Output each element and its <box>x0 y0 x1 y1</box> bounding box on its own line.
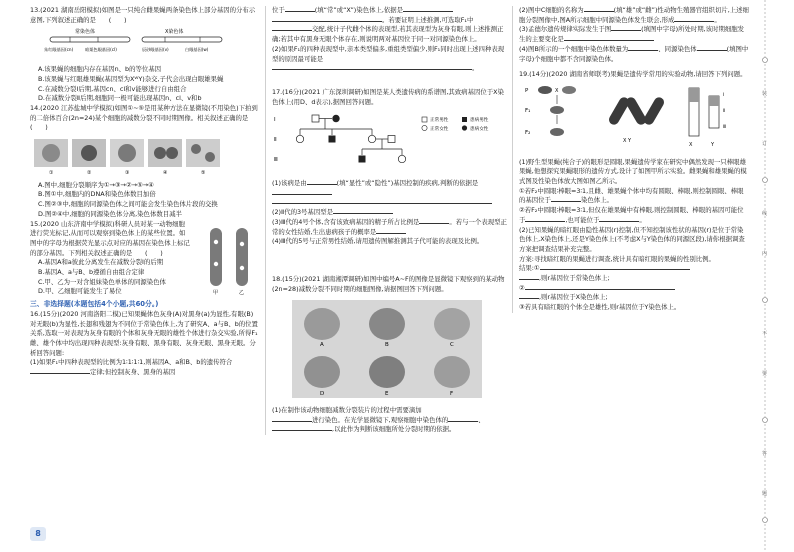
q18-text: 、 <box>478 415 485 424</box>
cut-char: 答 <box>762 451 768 457</box>
q18-text: 进行染色。在光学显微镜下,观察细胞中染色体的 <box>312 415 449 424</box>
answer-blank[interactable] <box>376 233 406 234</box>
cell-label: B <box>385 342 389 349</box>
q15-option-b: B.基因A、a与B、b遵循自由组合定律 <box>38 268 145 277</box>
answer-blank[interactable] <box>272 69 472 70</box>
answer-blank[interactable] <box>674 21 714 22</box>
q17-text: (填“显性”或“隐性”)基因控制的疾病,判断的依据是 <box>336 179 479 188</box>
legend-label: 患病女性 <box>470 127 489 133</box>
q19-result-3: ③若具有暗红眼的个体全是雄性,则r基因位于Y染色体上。 <box>519 303 681 312</box>
q18-text: 。 <box>714 15 721 24</box>
cut-char: 订 <box>762 141 768 147</box>
q16-text: 位于 <box>272 6 285 14</box>
q16-part2 <box>272 45 509 64</box>
q18-stem: 18.(15分)(2021 湖南湘潭调研)如图中编号A~F的图像是显微镜下观察到的某动物(2n=28)减数分裂不同时期的细胞图像,请据图回答下列问题。 <box>272 274 505 293</box>
q19-result-2b <box>519 293 749 303</box>
q18-part1-cont <box>272 425 509 435</box>
q14-option-d: D.图②④中,细胞的同源染色体分离,染色体数目减半 <box>38 209 182 218</box>
fig-label: P <box>525 87 529 94</box>
q14-option-c: C.图②③中,细胞的同源染色体之间可能会发生染色体片段的交换 <box>38 200 218 209</box>
q18-micrograph-figure <box>272 296 502 400</box>
q19-part1-a <box>519 187 749 206</box>
answer-blank[interactable] <box>519 298 539 299</box>
answer-blank[interactable] <box>272 30 312 31</box>
fig-label: Y <box>711 141 715 148</box>
gene-label: 朱红眼基因(cn) <box>44 47 74 53</box>
q18-text: (填“雄”或“雌”)性动物生殖器官组织切片,上述细胞分裂图像中,图A所示细胞中同源染色体发生联会,形成 <box>519 6 749 24</box>
q17-part2 <box>272 208 509 218</box>
q16-text: (1)如果F₁中四种表现型的比例为1∶1∶1∶1,则基因A、a和B、b的遗传符合 <box>30 358 233 367</box>
q18-part1-cont <box>272 416 509 426</box>
answer-blank[interactable] <box>599 221 639 222</box>
cell-label: D <box>320 391 325 398</box>
fig-label: F₁ <box>525 107 531 114</box>
gene-label: 暗栗色眼基因(cl) <box>85 47 117 53</box>
answer-blank[interactable] <box>697 50 727 51</box>
micrograph-label: ⑤ <box>201 170 206 176</box>
fig-label: F₂ <box>525 129 531 136</box>
q16-text: 交配,统计子代 <box>312 25 353 34</box>
cut-char: 题 <box>762 491 768 497</box>
binding-cut-line <box>760 0 770 552</box>
q18-text: (1)在制作该动物细胞减数分裂装片的过程中需要滴加 <box>272 406 422 415</box>
q19-part1: (1)野生型果蝇(纯合子)的眼形是圆眼,果蝇遗传学家在研究中偶然发现一只棒眼雄果蝇,他想探究果蝇眼形的遗传方式,设计了如图甲所示实验。雌果蝇和雄果蝇的模式图及性染色体放大图如图乙所示。 <box>519 157 747 186</box>
fig-label: X <box>689 141 693 148</box>
fig-label: X <box>555 87 559 94</box>
fig-label: X Y <box>623 137 632 144</box>
answer-blank[interactable] <box>448 421 478 422</box>
q17-text: (2)Ⅱ代的3号基因型是 <box>272 208 333 217</box>
answer-blank[interactable] <box>333 213 393 214</box>
q16-text: 雌个体的表现型,若其表现型为灰身有眼,则上述推测正确;若其中有黑身无眼个体存在,则说明两对基因位于同一对同源染色体上。 <box>272 25 504 44</box>
gen-label: Ⅲ <box>274 157 278 164</box>
q17-part1 <box>272 179 509 198</box>
answer-blank[interactable] <box>272 203 492 204</box>
q18-text: (2)图中C细胞的名称为 <box>519 6 584 14</box>
q19-text: 结果:① <box>519 264 540 273</box>
q13-option-d: D.在减数分裂Ⅱ后期,细胞同一极可能出现基因n、cl、v和b <box>38 94 202 103</box>
fig-label: 乙 <box>239 289 245 296</box>
q15-option-d: D.甲、乙细胞可能发生了易位 <box>38 287 122 296</box>
q16-cont <box>272 25 509 44</box>
q16-cont <box>272 6 509 16</box>
cut-char: 内 <box>762 251 768 257</box>
fig-label: X染色体 <box>165 29 184 36</box>
cell-label: F <box>450 391 454 398</box>
q19-text: 染色体上。 <box>580 196 613 205</box>
q15-option-c: C.甲、乙为一对含姐妹染色单体的同源染色体 <box>38 277 166 286</box>
q18-text: (3)孟德尔遗传规律实际发生于图 <box>519 25 612 34</box>
q16-text: 定律;但控制灰身、黑身的基因 <box>90 368 176 377</box>
q16-part1-cont <box>30 368 258 378</box>
q17-stem: 17.(16分)(2021 广东深圳调研)如图是某人类遗传病的系谱图,其致病基因位于X染色体上(用D、d表示),据图回答问题。 <box>272 87 504 106</box>
q19-text: ②若F₂中圆眼∶棒眼=3∶1,但仅在雄果蝇中有棒眼,则控制圆眼、棒眼的基因可能位于 <box>519 206 744 224</box>
q19-part1-b <box>519 206 749 225</box>
page-number: 8 <box>30 527 46 541</box>
answer-blank[interactable] <box>564 40 654 41</box>
q19-text: 。 <box>639 215 646 224</box>
answer-blank[interactable] <box>285 11 315 12</box>
micrograph-label: ① <box>49 170 54 176</box>
cut-char: 装 <box>762 91 768 97</box>
q18-part3 <box>519 25 749 44</box>
q19-text: ,则r基因位于X染色体上; <box>539 293 608 302</box>
q18-part1 <box>272 406 509 416</box>
q17-pedigree-figure <box>272 109 502 173</box>
q18-part4 <box>519 45 749 64</box>
q17-text: 。若与一个表现型正常的女性结婚,生出患病孩子的概率是 <box>272 217 507 236</box>
q13-option-c: C.在减数分裂Ⅰ后期,基因cn、cl和v能够进行自由组合 <box>38 84 187 93</box>
q19-figure <box>519 82 745 152</box>
answer-blank[interactable] <box>419 223 449 224</box>
answer-blank[interactable] <box>540 269 690 270</box>
q13-stem: 13.(2021 湖南岳阳模拟)如图是一只纯合雌果蝇两条染色体上部分基因的分布示意图,下列叙述正确的是 ( ) <box>30 6 256 24</box>
micrograph-label: ② <box>87 170 92 176</box>
q18-text: ,以此作为判断该细胞所处分裂时期的依据。 <box>332 425 456 434</box>
q18-part2 <box>519 6 749 25</box>
q18-text: 、同源染色体 <box>658 44 697 53</box>
answer-blank[interactable] <box>519 279 539 280</box>
legend-label: 患病男性 <box>470 118 489 124</box>
answer-blank[interactable] <box>307 184 337 185</box>
q16-part2-blank <box>272 64 509 74</box>
q16-text: 。 <box>472 64 479 73</box>
answer-blank[interactable] <box>611 30 641 31</box>
q14-option-b: B.图①中,细胞内的DNA和染色体数目加倍 <box>38 190 156 199</box>
fig-label: 甲 <box>213 289 219 296</box>
fly-karyotype <box>607 95 666 126</box>
q19-result-2 <box>519 284 749 294</box>
column-middle <box>265 6 509 435</box>
q19-result-1b <box>519 274 749 284</box>
gene-label: 辰砂眼基因(v) <box>142 47 169 53</box>
q13-option-b: B.该果蝇与红眼雄果蝇(基因型为XᵂY)杂交,子代会出现白眼雄果蝇 <box>38 74 224 83</box>
q16-text: 。若要证明上述推测,可选取F₁中 <box>382 15 474 24</box>
cut-char: 要 <box>762 371 768 377</box>
micrograph-label: ④ <box>163 170 168 176</box>
q19-text: ② <box>519 283 525 292</box>
q19-method: 方案:寻找暗红眼的果蝇进行调查,统计具有暗红眼的果蝇的性别比例。 <box>519 254 715 263</box>
answer-blank[interactable] <box>272 21 382 22</box>
q17-text: (3)Ⅲ代的4号个体,含有该致病基因的精子所占比例是 <box>272 217 420 226</box>
q15-stem: 15.(2020 山东济南中学模拟)科研人员对某一动物细胞进行荧光标记,从而可以观察到染色体上的某些位置。如图中的字母为根据荧光显示点对应的基因在染色体上标记的部分基因。下列相关叙述正确的是 ( ) <box>30 219 190 257</box>
answer-blank[interactable] <box>584 11 614 12</box>
cell-label: E <box>385 391 389 398</box>
q17-part4: (4)Ⅲ代的5号与正常男性结婚,请用遗传图解推测其子代可能的表现及比例。 <box>272 237 484 246</box>
answer-blank[interactable] <box>525 221 565 222</box>
legend-label: 正常男性 <box>430 118 449 124</box>
section-heading: 三、非选择题(本题包括4个小题,共60分。) <box>30 300 159 309</box>
q16-stem: 16.(15分)(2020 河南洛阳二模)已知果蝇体色灰身(A)对黑身(a)为显性,有眼(B)对无眼(b)为显性,长翅和残翅为不同位于常染色体上,为了研究A、a与B、b的位置关系,选取一对表现为灰身有眼的个体和灰身无眼的雄性个体进行杂交实验,所得F₁雌、雄个体中均出现四种表现型:灰身有眼、黑身有眼、灰身无眼、黑身无眼。分析回答问题: <box>30 309 258 357</box>
answer-blank[interactable] <box>525 289 675 290</box>
answer-blank[interactable] <box>272 194 332 195</box>
answer-blank[interactable] <box>403 11 453 12</box>
cell-label: A <box>320 342 324 349</box>
column-left <box>30 6 262 378</box>
fig-label: Ⅰ <box>723 92 725 98</box>
answer-blank[interactable] <box>628 50 658 51</box>
q17-part1-blank <box>272 198 509 208</box>
q19-text: ①若F₂中圆眼∶棒眼=3∶1,且雌、雄果蝇个体中均有圆眼、棒眼,则控制圆眼、棒眼的基因位于 <box>519 186 744 205</box>
q15-option-a: A.基因A和a彼此分离发生在减数分裂Ⅰ的后期 <box>38 258 164 267</box>
answer-blank[interactable] <box>272 421 312 422</box>
micrograph-label: ③ <box>125 170 130 176</box>
q17-text: (1)该病是由 <box>272 179 307 188</box>
q14-micrograph-figure <box>30 135 230 175</box>
q16-text: (2)如果F₁的四种表现型中,亲本类型偏多,重组类型偏少,则F₁同时出现上述四种表现型的原因最可能是 <box>272 44 505 63</box>
q19-part2: (2)已知果蝇的暗红眼由隐性基因(r)控制,但不知控制该性状的基因(r)是位于常染色体上,X染色体上,还是Y染色体上(不考虑X与Y染色体的同源区段),请你根据调查方案把调查结果补充完整。 <box>519 225 745 253</box>
fig-label: Ⅲ <box>723 124 727 130</box>
column-right <box>512 6 749 313</box>
fig-label: Ⅱ <box>723 108 726 114</box>
answer-blank[interactable] <box>272 430 332 431</box>
gene-label: 白眼基因(w) <box>185 47 209 53</box>
q14-stem: 14.(2020 江苏盐城中学模拟)如图①~⑤是用某种方法在显微镜(不用染色)下拍到的二倍体百合(2n=24)某个细胞的减数分裂不同时期图像。相关叙述正确的是 ( ) <box>30 103 262 132</box>
cut-char: 不 <box>762 331 768 337</box>
q13-option-a: A.该果蝇的细胞内存在基因n、b的等位基因 <box>38 65 162 74</box>
q16-part1 <box>30 358 258 368</box>
q15-chromosome-figure <box>200 224 258 296</box>
q19-text: ,也可能位于 <box>565 215 600 224</box>
q18-text: (填图中字母)所处时期,该时期细胞发生的主要变化是 <box>519 25 745 44</box>
q13-chromosome-figure <box>30 27 230 59</box>
gen-label: Ⅱ <box>274 137 277 144</box>
q16-cont <box>272 16 509 26</box>
q18-text: (填图中字母)个细胞中都不含同源染色体。 <box>519 44 749 63</box>
answer-blank[interactable] <box>30 373 90 374</box>
legend-label: 正常女性 <box>430 127 449 133</box>
q19-stem: 19.(14分)(2020 湖南省师联考)果蝇是遗传学常用的实验动物,请回答下列问题。 <box>519 70 747 79</box>
q17-part3 <box>272 218 509 237</box>
q18-text: (4)图B所示的一个细胞中染色体数量为 <box>519 44 629 53</box>
fig-label: 常染色体 <box>75 29 96 36</box>
q19-result-1 <box>519 264 749 274</box>
q16-text: (填“常”或“X”)染色体上,依据是 <box>314 6 404 14</box>
answer-blank[interactable] <box>551 201 581 202</box>
gen-label: Ⅰ <box>274 117 276 124</box>
q19-text: ,则r基因位于常染色体上; <box>539 274 610 283</box>
cell-label: C <box>450 342 454 349</box>
dashed-line-icon <box>760 0 770 552</box>
q14-option-a: A.图中,细胞分裂顺序为①→③→②→⑤→④ <box>38 180 154 189</box>
cut-char: 线 <box>762 211 768 217</box>
